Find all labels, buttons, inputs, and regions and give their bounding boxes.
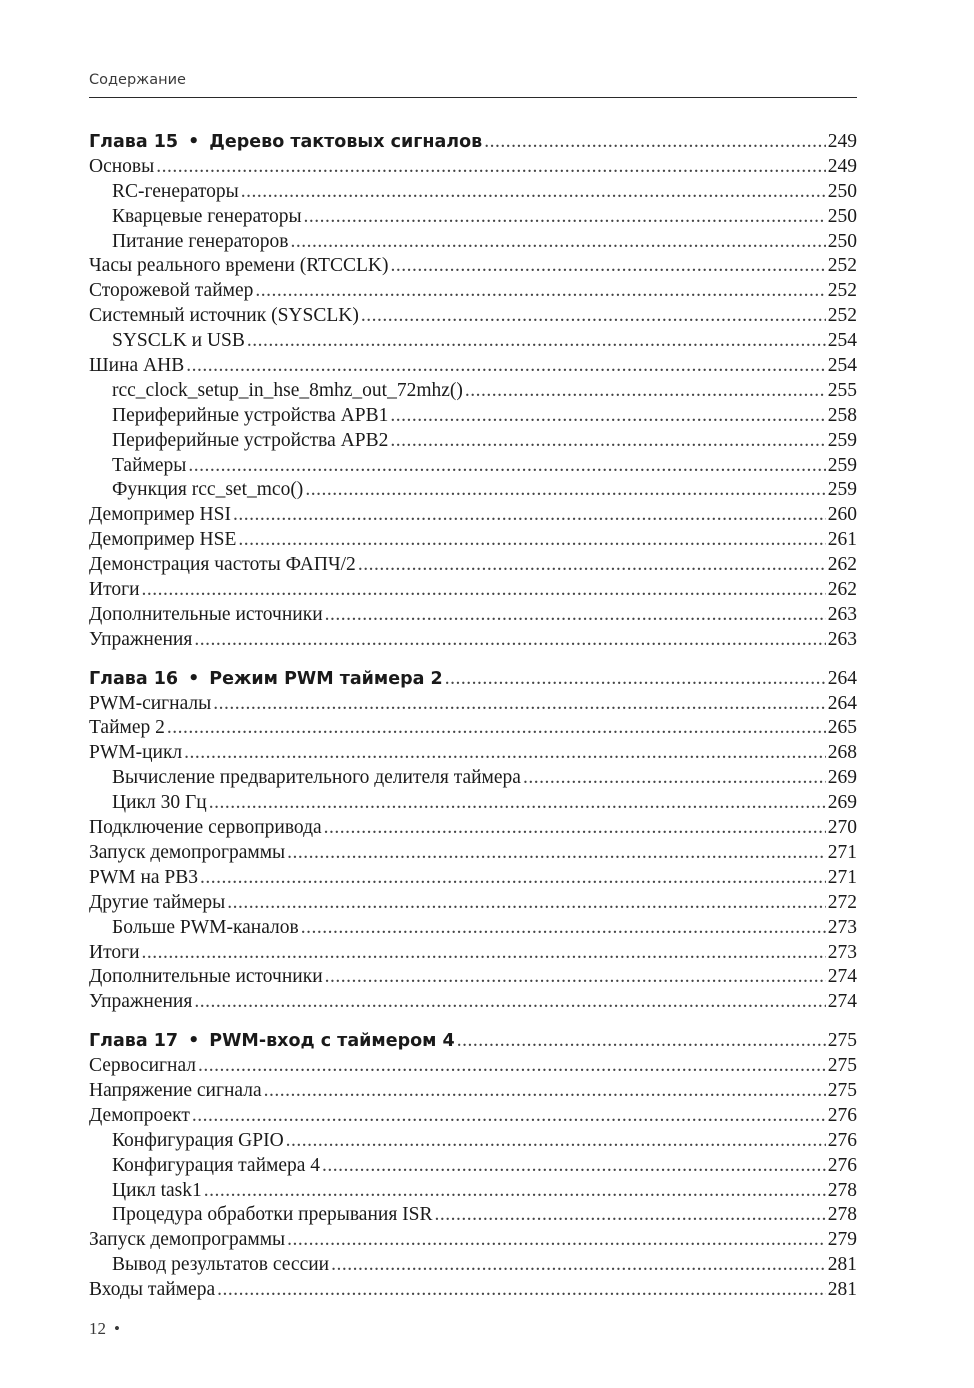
dot-leader [200,867,826,889]
dot-leader [217,1279,826,1301]
toc-subentry[interactable] [89,405,857,430]
dot-leader [361,305,826,327]
entry-label: Демопример HSI [89,504,231,526]
entry-label: Цикл task1 [112,1179,202,1201]
entry-label: Системный источник (SYSCLK) [89,305,359,327]
page-number: 258 [827,404,857,426]
entry-label: Дополнительные источники [89,603,323,625]
toc-entry[interactable] [89,1080,857,1105]
entry-label: Запуск демопрограммы [89,1229,286,1251]
page-number: 260 [827,504,857,526]
chapter-label: Глава 16 • Режим PWM таймера 2 [89,668,443,689]
running-head: Содержание [89,72,186,88]
page-number: 259 [827,429,857,451]
dot-leader [305,479,825,501]
page-number: 262 [827,554,857,576]
chapter-heading[interactable] [89,668,857,693]
page-number: 269 [827,792,857,814]
entry-label: Демопример HSE [89,529,237,551]
page-number: 271 [827,841,857,863]
page-number: 276 [827,1154,857,1176]
dot-leader [238,529,825,551]
dot-leader [192,1105,826,1127]
entry-label: Упражнения [89,628,193,650]
dot-leader [325,604,826,626]
page-number: 254 [827,355,857,377]
toc-subentry[interactable] [89,792,857,817]
dot-leader [457,1030,826,1052]
entry-label: Процедура обработки прерывания ISR [112,1204,433,1226]
page-number: 274 [827,991,857,1013]
toc-entry[interactable] [89,280,857,305]
page-number: 275 [827,1030,857,1052]
page-number: 275 [827,1055,857,1077]
toc-entry[interactable] [89,966,857,991]
toc-subentry[interactable] [89,1155,857,1180]
toc-subentry[interactable] [89,1254,857,1279]
dot-leader [184,742,826,764]
toc-entry[interactable] [89,942,857,967]
entry-label: SYSCLK и USB [112,330,245,352]
toc-subentry[interactable] [89,330,857,355]
toc-subentry[interactable] [89,917,857,942]
dot-leader [390,405,825,427]
toc-subentry[interactable] [89,380,857,405]
page-number: 279 [827,1229,857,1251]
toc-entry[interactable] [89,817,857,842]
page-footer [89,1319,120,1339]
dot-leader [304,206,826,228]
dot-leader [331,1254,826,1276]
dot-leader [290,231,825,253]
entry-label: Дополнительные источники [89,966,323,988]
page-number: 255 [827,379,857,401]
page-number: 252 [827,305,857,327]
dot-leader [390,430,825,452]
chapter-group [89,131,857,654]
header-rule [89,97,857,98]
dot-leader [358,554,826,576]
page-number: 250 [827,205,857,227]
chapter-label: Глава 15 • Дерево тактовых сигналов [89,132,483,152]
entry-label: Таймеры [112,454,187,476]
entry-label: Больше PWM-каналов [112,916,299,938]
entry-label: PWM-сигналы [89,692,212,714]
page-number: 252 [827,255,857,277]
toc-entry[interactable] [89,604,857,629]
toc-subentry[interactable] [89,430,857,455]
entry-label: Демонстрация частоты ФАПЧ/2 [89,554,356,576]
toc-subentry[interactable] [89,479,857,504]
page-number: 249 [827,131,857,152]
toc-entry[interactable] [89,529,857,554]
entry-label: Итоги [89,579,140,601]
dot-leader [247,330,826,352]
toc-entry[interactable] [89,742,857,767]
dot-leader [142,942,826,964]
dot-leader [390,255,825,277]
page-number: 272 [827,891,857,913]
entry-label: Вывод результатов сессии [112,1254,330,1276]
page-number: 269 [827,767,857,789]
dot-leader [198,1055,826,1077]
toc-entry[interactable] [89,1279,857,1304]
page-number: 250 [827,180,857,202]
page-number: 273 [827,941,857,963]
toc-entry[interactable] [89,867,857,892]
toc-entry[interactable] [89,579,857,604]
entry-label: Конфигурация таймера 4 [112,1154,321,1176]
dot-leader [255,280,825,302]
page-number: 264 [827,692,857,714]
toc-subentry[interactable] [89,1180,857,1205]
dot-leader [325,966,826,988]
entry-label: Периферийные устройства APB1 [112,404,389,426]
toc-subentry[interactable] [89,206,857,231]
chapter-heading[interactable] [89,131,857,156]
dot-leader [465,380,826,402]
entry-label: Основы [89,155,155,177]
dot-leader [156,156,826,178]
page-number: 249 [827,155,857,177]
entry-label: Цикл 30 Гц [112,792,207,814]
dot-leader [435,1204,826,1226]
chapter-label: Глава 17 • PWM-вход с таймером 4 [89,1031,455,1052]
dot-leader [233,504,826,526]
chapter-group [89,1030,857,1304]
dot-leader [213,693,825,715]
toc-subentry[interactable] [89,1130,857,1155]
page-number: 263 [827,603,857,625]
dot-leader [186,355,826,377]
toc-entry[interactable] [89,305,857,330]
page-number: 261 [827,529,857,551]
toc-subentry[interactable] [89,181,857,206]
toc-entry[interactable] [89,1055,857,1080]
toc-entry[interactable] [89,554,857,579]
page-number: 274 [827,966,857,988]
entry-label: Демопроект [89,1104,190,1126]
dot-leader [188,455,825,477]
entry-label: Сторожевой таймер [89,280,254,302]
toc-entry[interactable] [89,1229,857,1254]
entry-label: Периферийные устройства APB2 [112,429,389,451]
page-number: 263 [827,628,857,650]
dot-leader [142,579,826,601]
dot-leader [301,917,826,939]
entry-label: Напряжение сигнала [89,1079,262,1101]
toc-entry[interactable] [89,842,857,867]
toc-entry[interactable] [89,156,857,181]
dot-leader [227,892,826,914]
page-number: 278 [827,1179,857,1201]
page-number: 278 [827,1204,857,1226]
toc-entry[interactable] [89,717,857,742]
page-number: 273 [827,916,857,938]
toc-entry[interactable] [89,1105,857,1130]
toc-subentry[interactable] [89,767,857,792]
footer-page-number: 12 [89,1319,106,1338]
page-number: 275 [827,1079,857,1101]
dot-leader [194,991,825,1013]
dot-leader [445,668,826,690]
entry-label: Входы таймера [89,1279,216,1301]
page-number: 259 [827,454,857,476]
chapter-heading[interactable] [89,1030,857,1055]
entry-label: Питание генераторов [112,230,289,252]
page-number: 281 [827,1254,857,1276]
page-number: 264 [827,667,857,689]
entry-label: rcc_clock_setup_in_hse_8mhz_out_72mhz() [112,379,463,401]
entry-label: Конфигурация GPIO [112,1129,284,1151]
dot-leader [204,1180,826,1202]
page-number: 270 [827,817,857,839]
dot-leader [286,1130,826,1152]
page-number: 265 [827,717,857,739]
entry-label: PWM-цикл [89,742,183,764]
entry-label: Итоги [89,941,140,963]
toc-subentry[interactable] [89,1204,857,1229]
toc-subentry[interactable] [89,231,857,256]
dot-leader [484,131,826,153]
page-number: 276 [827,1104,857,1126]
toc-entry[interactable] [89,629,857,654]
toc-entry[interactable] [89,693,857,718]
page-number: 259 [827,479,857,501]
dot-leader [194,629,825,651]
page-number: 271 [827,866,857,888]
page-number: 281 [827,1279,857,1301]
page-number: 268 [827,742,857,764]
dot-leader [324,817,826,839]
toc-entry[interactable] [89,504,857,529]
dot-leader [322,1155,826,1177]
entry-label: Часы реального времени (RTCCLK) [89,255,389,277]
footer-separator: • [114,1319,120,1338]
entry-label: Таймер 2 [89,717,165,739]
toc-entry[interactable] [89,255,857,280]
dot-leader [241,181,826,203]
entry-label: Запуск демопрограммы [89,841,286,863]
entry-label: Шина AHB [89,355,185,377]
dot-leader [287,1229,826,1251]
dot-leader [523,767,826,789]
page-number: 250 [827,230,857,252]
dot-leader [167,717,826,739]
entry-label: Подключение сервопривода [89,817,322,839]
entry-label: Функция rcc_set_mco() [112,479,304,501]
entry-label: Сервосигнал [89,1055,197,1077]
dot-leader [287,842,826,864]
entry-label: Вычисление предварительного делителя таймера [112,767,521,789]
page-number: 276 [827,1129,857,1151]
table-of-contents [89,131,857,1318]
toc-entry[interactable] [89,892,857,917]
dot-leader [264,1080,826,1102]
toc-entry[interactable] [89,991,857,1016]
entry-label: Упражнения [89,991,193,1013]
entry-label: Другие таймеры [89,891,226,913]
dot-leader [209,792,826,814]
page-number: 252 [827,280,857,302]
chapter-group [89,668,857,1016]
entry-label: PWM на PB3 [89,866,199,888]
page-number: 254 [827,330,857,352]
toc-entry[interactable] [89,355,857,380]
page-number: 262 [827,579,857,601]
entry-label: Кварцевые генераторы [112,205,302,227]
entry-label: RC-генераторы [112,180,239,202]
toc-subentry[interactable] [89,455,857,480]
